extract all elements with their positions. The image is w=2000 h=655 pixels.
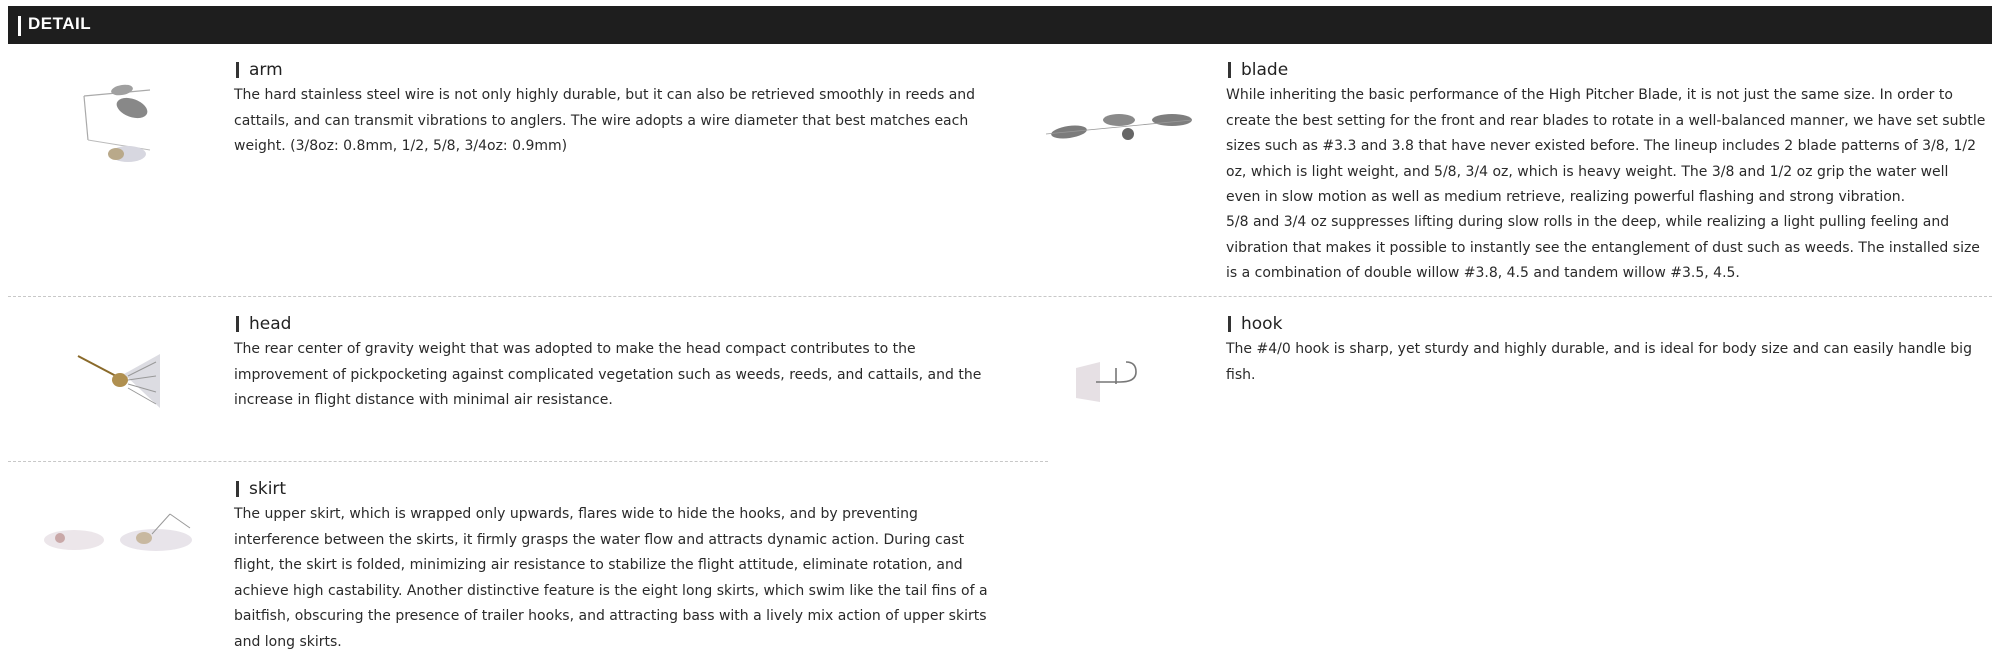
heading-marker	[1228, 316, 1231, 332]
skirt-description: The upper skirt, which is wrapped only upwards, flares wide to hide the hooks, and by preventing interference between the skirts, it firmly grasps the water flow and attracts dynamic action. During cast flight, the skirt is folded, minimizing air resistance to stabilize the flight attitude, eliminate rotation, and achieve high castability. Another distinctive feature is the eight long skirts, which swim like the tail fins of a baitfish, obscuring the presence of trailer hooks, and attracting bass with a lively mix action of upper skirts and long skirts.	[234, 506, 988, 650]
heading-marker	[236, 316, 239, 332]
heading-marker	[1228, 62, 1231, 78]
blade-heading: blade	[1228, 60, 1288, 80]
head-heading: head	[236, 314, 291, 334]
hook-heading: hook	[1228, 314, 1282, 334]
blade-image	[1044, 106, 1194, 146]
hook-description: The #4/0 hook is sharp, yet sturdy and highly durable, and is ideal for body size and can easily handle big fish.	[1226, 341, 1972, 383]
skirt-heading: skirt	[236, 479, 286, 499]
header-accent-bar	[18, 16, 21, 36]
section-divider	[8, 461, 1048, 462]
detail-title: DETAIL	[28, 14, 92, 33]
arm-heading: arm	[236, 60, 283, 80]
arm-description: The hard stainless steel wire is not only highly durable, but it can also be retrieved smoothly in reeds and cattails, and can transmit vibrations to anglers. The wire adopts a wire diameter that best matches each weight. (3/8oz: 0.8mm, 1/2, 5/8, 3/4oz: 0.9mm)	[234, 87, 976, 154]
blade-description: While inheriting the basic performance of the High Pitcher Blade, it is not just the same size. In order to create the best setting for the front and rear blades to rotate in a well-balanced manner, we have set subtle sizes such as #3.3 and 3.8 that have never existed before. The lineup includes 2 blade patterns of 3/8, 1/2 oz, which is light weight, and 5/8, 3/4 oz, which is heavy weight. The 3/8 and 1/2 oz grip the water well even in slow motion as well as medium retrieve, realizing powerful flashing and strong vibration.	[1226, 87, 1986, 205]
head-description: The rear center of gravity weight that was adopted to make the head compact contributes to the improvement of pickpocketing against complicated vegetation such as weeds, reeds, and cattails, and the increase in flight distance with minimal air resistance.	[234, 341, 982, 408]
skirt-image	[40, 508, 200, 560]
arm-image	[70, 70, 160, 165]
heading-marker	[236, 62, 239, 78]
head-image	[76, 346, 160, 416]
section-divider	[8, 296, 1992, 297]
detail-header	[8, 6, 1992, 44]
hook-image	[1072, 358, 1142, 408]
heading-marker	[236, 481, 239, 497]
blade-description-2: 5/8 and 3/4 oz suppresses lifting during slow rolls in the deep, while realizing a light pulling feeling and vibration that makes it possible to instantly see the entanglement of dust such as weeds. The installed size is a combination of double willow #3.8, 4.5 and tandem willow #3.5, 4.5.	[1226, 214, 1980, 281]
